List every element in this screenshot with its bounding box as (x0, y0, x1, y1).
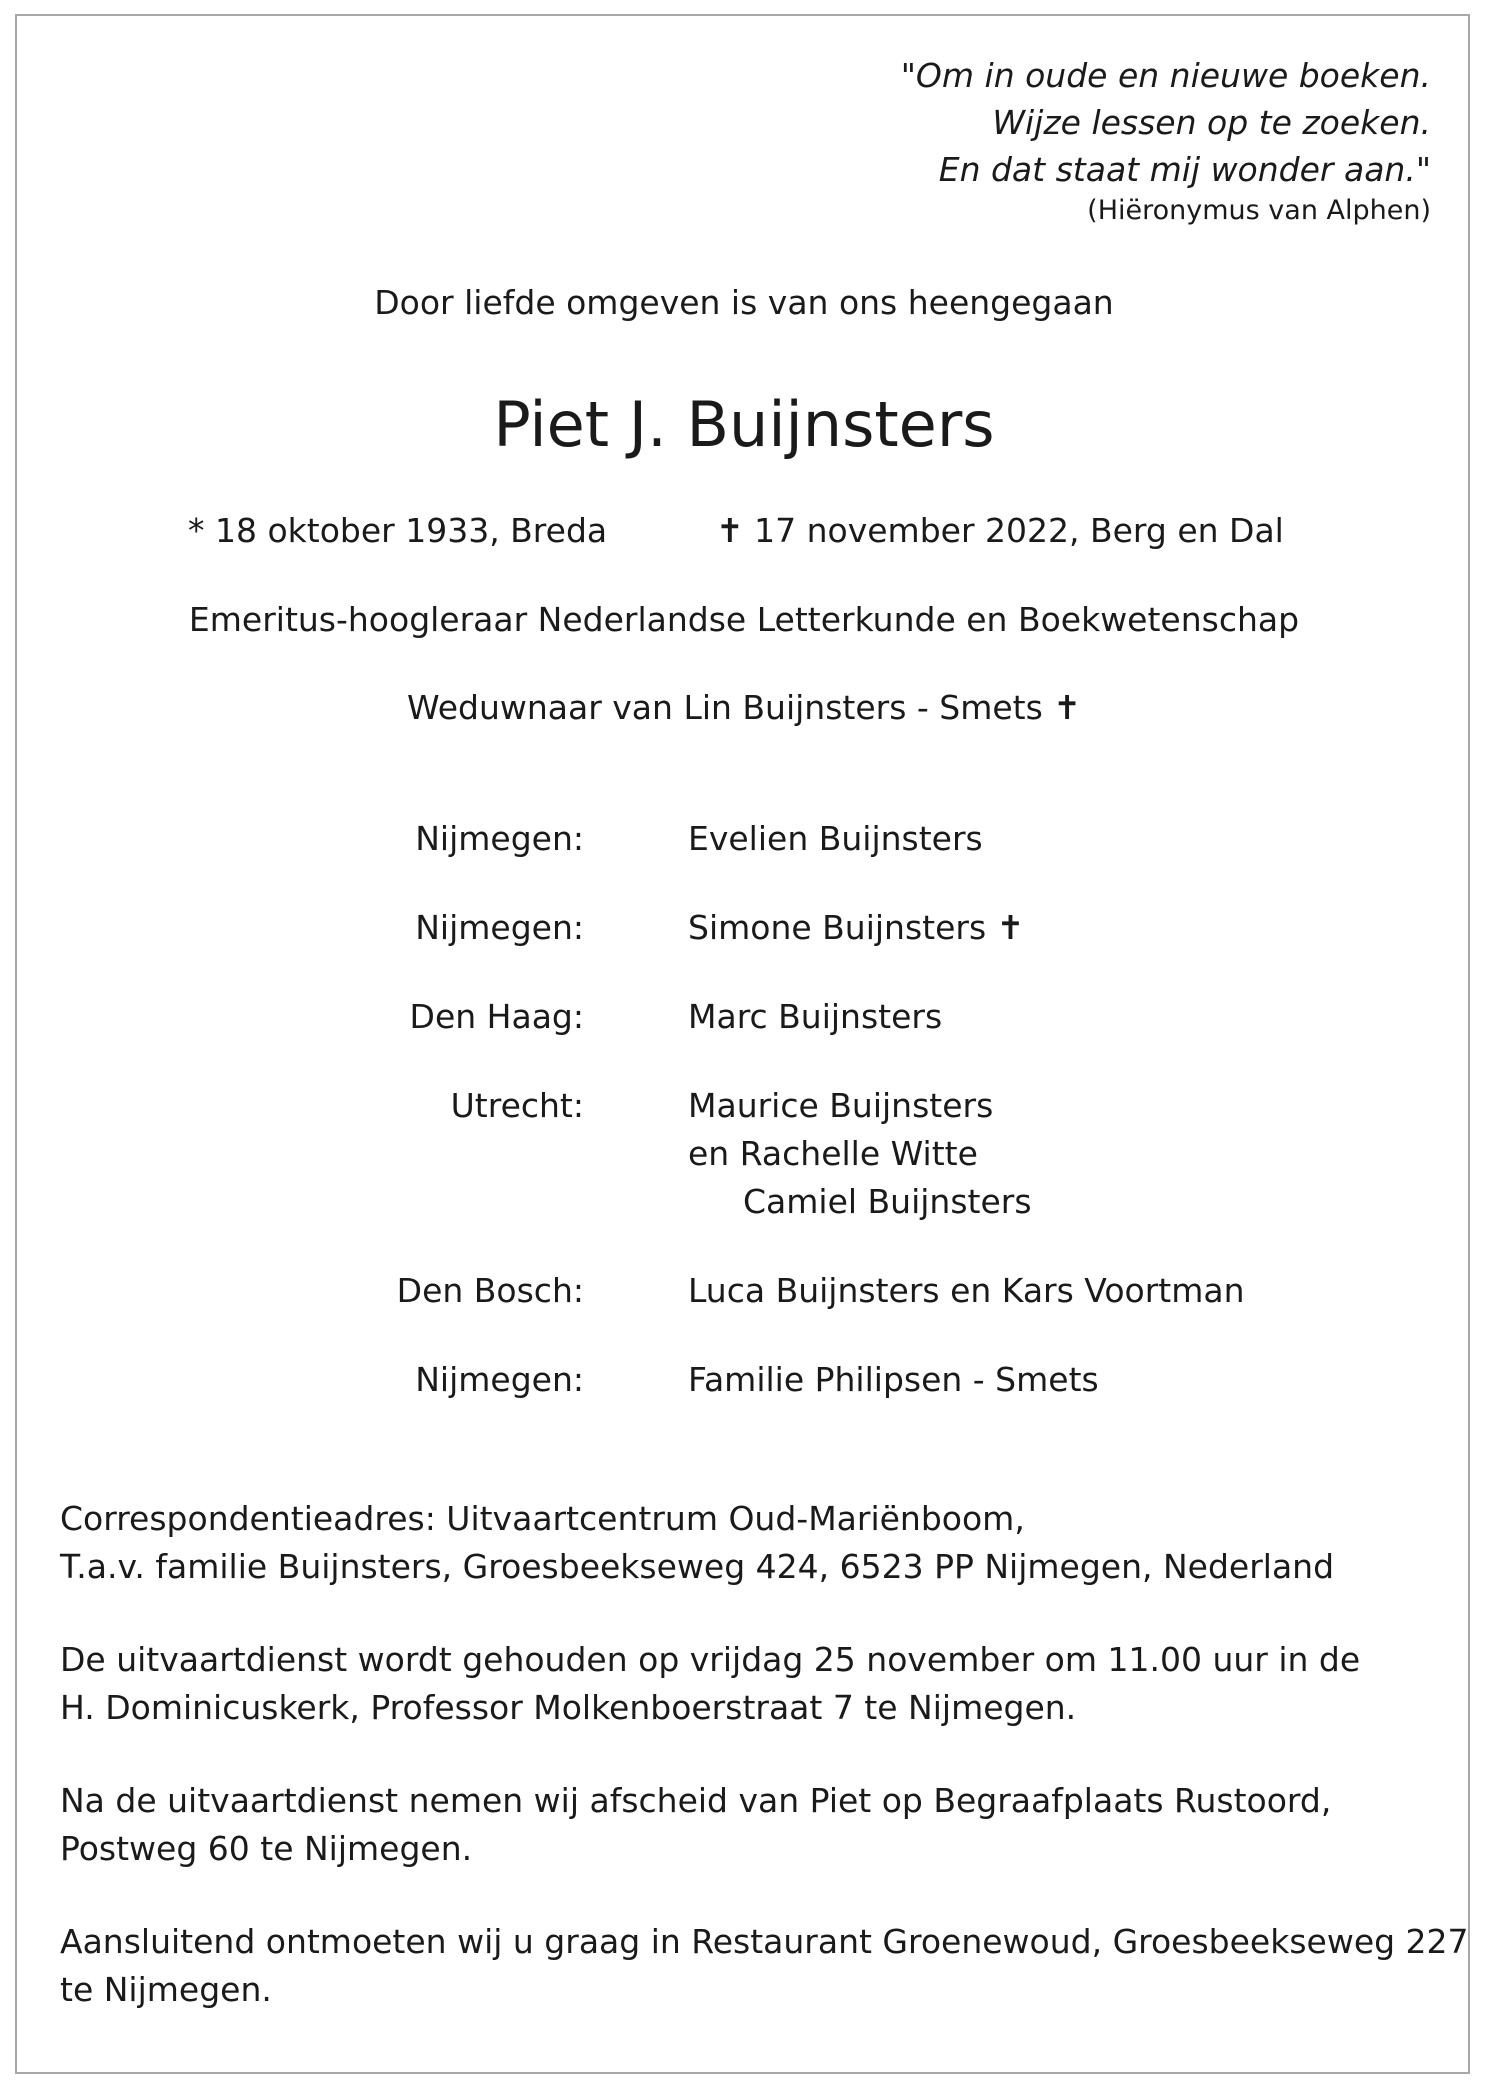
intro-text: Door liefde omgeven is van ons heengegaan (374, 283, 1114, 322)
family-city: Den Haag: (409, 997, 584, 1036)
family-names (688, 993, 942, 1041)
deceased-title: Emeritus-hoogleraar Nederlandse Letterkunde en Boekwetenschap (188, 600, 1300, 639)
epigraph-quote (901, 52, 1431, 229)
burial-info (60, 1777, 1331, 1873)
deceased-name: Piet J. Buijnsters (493, 388, 995, 461)
birth-date: * 18 oktober 1933, Breda (188, 511, 608, 550)
family-member: Luca Buijnsters en Kars Voortman (688, 1271, 1245, 1310)
paragraph-line: De uitvaartdienst wordt gehouden op vrijdag 25 november om 11.00 uur in de (60, 1640, 1361, 1679)
correspondence-address (60, 1495, 1334, 1591)
quote-line: En dat staat mij wonder aan." (938, 150, 1431, 189)
death-date: ✝ 17 november 2022, Berg en Dal (716, 511, 1284, 550)
family-member: Camiel Buijnsters (743, 1182, 1032, 1221)
family-names (688, 904, 1024, 952)
paragraph-line: Postweg 60 te Nijmegen. (60, 1829, 473, 1868)
family-member: en Rachelle Witte (688, 1134, 978, 1173)
family-names (688, 815, 983, 863)
quote-author: (Hiëronymus van Alphen) (1087, 195, 1431, 226)
page-border (15, 14, 1470, 2074)
family-city: Nijmegen: (415, 908, 584, 947)
paragraph-line: Na de uitvaartdienst nemen wij afscheid van Piet op Begraafplaats Rustoord, (60, 1781, 1332, 1820)
quote-line: "Om in oude en nieuwe boeken. (900, 56, 1431, 95)
family-member: Familie Philipsen - Smets (688, 1360, 1099, 1399)
family-member: Simone Buijnsters ✝ (688, 908, 1025, 947)
paragraph-line: Correspondentieadres: Uitvaartcentrum Oud-Mariënboom, (60, 1499, 1025, 1538)
spouse-line: Weduwnaar van Lin Buijnsters - Smets ✝ (407, 688, 1081, 727)
family-member: Evelien Buijnsters (688, 819, 983, 858)
service-info (60, 1636, 1360, 1732)
reception-info (60, 1918, 1469, 2014)
family-city: Nijmegen: (415, 819, 584, 858)
family-member: Marc Buijnsters (688, 997, 943, 1036)
paragraph-line: T.a.v. familie Buijnsters, Groesbeekseweg 424, 6523 PP Nijmegen, Nederland (60, 1547, 1335, 1586)
family-names (688, 1082, 1032, 1226)
family-city: Den Bosch: (396, 1271, 584, 1310)
paragraph-line: H. Dominicuskerk, Professor Molkenboerstraat 7 te Nijmegen. (60, 1688, 1077, 1727)
family-names (688, 1267, 1245, 1315)
quote-line: Wijze lessen op te zoeken. (992, 103, 1431, 142)
family-member: Maurice Buijnsters (688, 1086, 994, 1125)
paragraph-line: Aansluitend ontmoeten wij u graag in Restaurant Groenewoud, Groesbeekseweg 227 (60, 1922, 1469, 1961)
family-city: Nijmegen: (415, 1360, 584, 1399)
family-city: Utrecht: (450, 1086, 584, 1125)
family-names (688, 1356, 1099, 1404)
paragraph-line: te Nijmegen. (60, 1970, 272, 2009)
